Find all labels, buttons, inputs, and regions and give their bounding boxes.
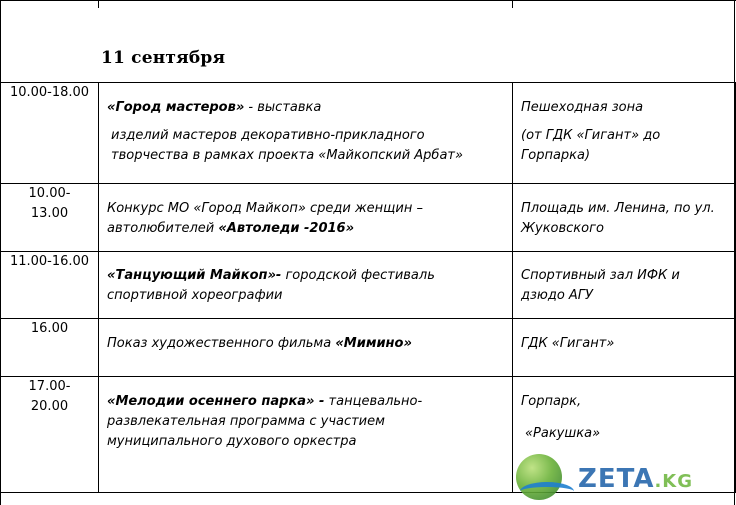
date-heading: 11 сентября — [101, 48, 226, 68]
event-title: «Автоледи -2016» — [218, 221, 355, 236]
prev-table-divider — [98, 0, 99, 8]
place-cell: Пешеходная зона (от ГДК «Гигант» до Горпарка) — [513, 83, 736, 184]
event-cell: Конкурс МО «Город Майкоп» среди женщин – автолюбителей «Автоледи -2016» — [99, 184, 513, 252]
event-cell: «Танцующий Майкоп»- городской фестиваль спортивной хореографии — [99, 252, 513, 319]
time-cell: 17.00- 20.00 — [1, 377, 99, 493]
schedule-table — [0, 82, 736, 493]
event-title: «Танцующий Майкоп»- — [107, 268, 282, 283]
time-cell: 16.00 — [1, 319, 99, 377]
event-cell: «Мелодии осеннего парка» - танцевально-развлекательная программа с участием муниципального духового оркестра — [99, 377, 513, 493]
time-cell: 10.00- 13.00 — [1, 184, 99, 252]
event-cell: «Город мастеров» - выставка изделий мастеров декоративно-прикладного творчества в рамках проекта «Майкопский Арбат» — [99, 83, 513, 184]
table-row — [1, 319, 736, 377]
time-cell: 11.00-16.00 — [1, 252, 99, 319]
top-table-border — [0, 0, 736, 1]
place-cell: Спортивный зал ИФК и дзюдо АГУ — [513, 252, 736, 319]
event-description: изделий мастеров декоративно-прикладного творчества в рамках проекта «Майкопский Арбат» — [111, 128, 464, 163]
table-row — [1, 252, 736, 319]
event-title: «Мелодии осеннего парка» - — [107, 394, 325, 409]
event-cell: Показ художественного фильма «Мимино» — [99, 319, 513, 377]
event-title: «Город мастеров» — [107, 100, 245, 115]
place-cell: ГДК «Гигант» — [513, 319, 736, 377]
watermark-logo — [516, 454, 734, 504]
wave-logo-icon — [520, 482, 574, 501]
prev-table-divider — [512, 0, 513, 8]
place-cell: Горпарк, «Ракушка» — [513, 377, 736, 493]
watermark-text: ZETA.KG — [578, 464, 694, 494]
event-title: «Мимино» — [335, 336, 412, 351]
table-row — [1, 184, 736, 252]
time-cell: 10.00-18.00 — [1, 83, 99, 184]
place-cell: Площадь им. Ленина, по ул. Жуковского — [513, 184, 736, 252]
table-row — [1, 83, 736, 184]
